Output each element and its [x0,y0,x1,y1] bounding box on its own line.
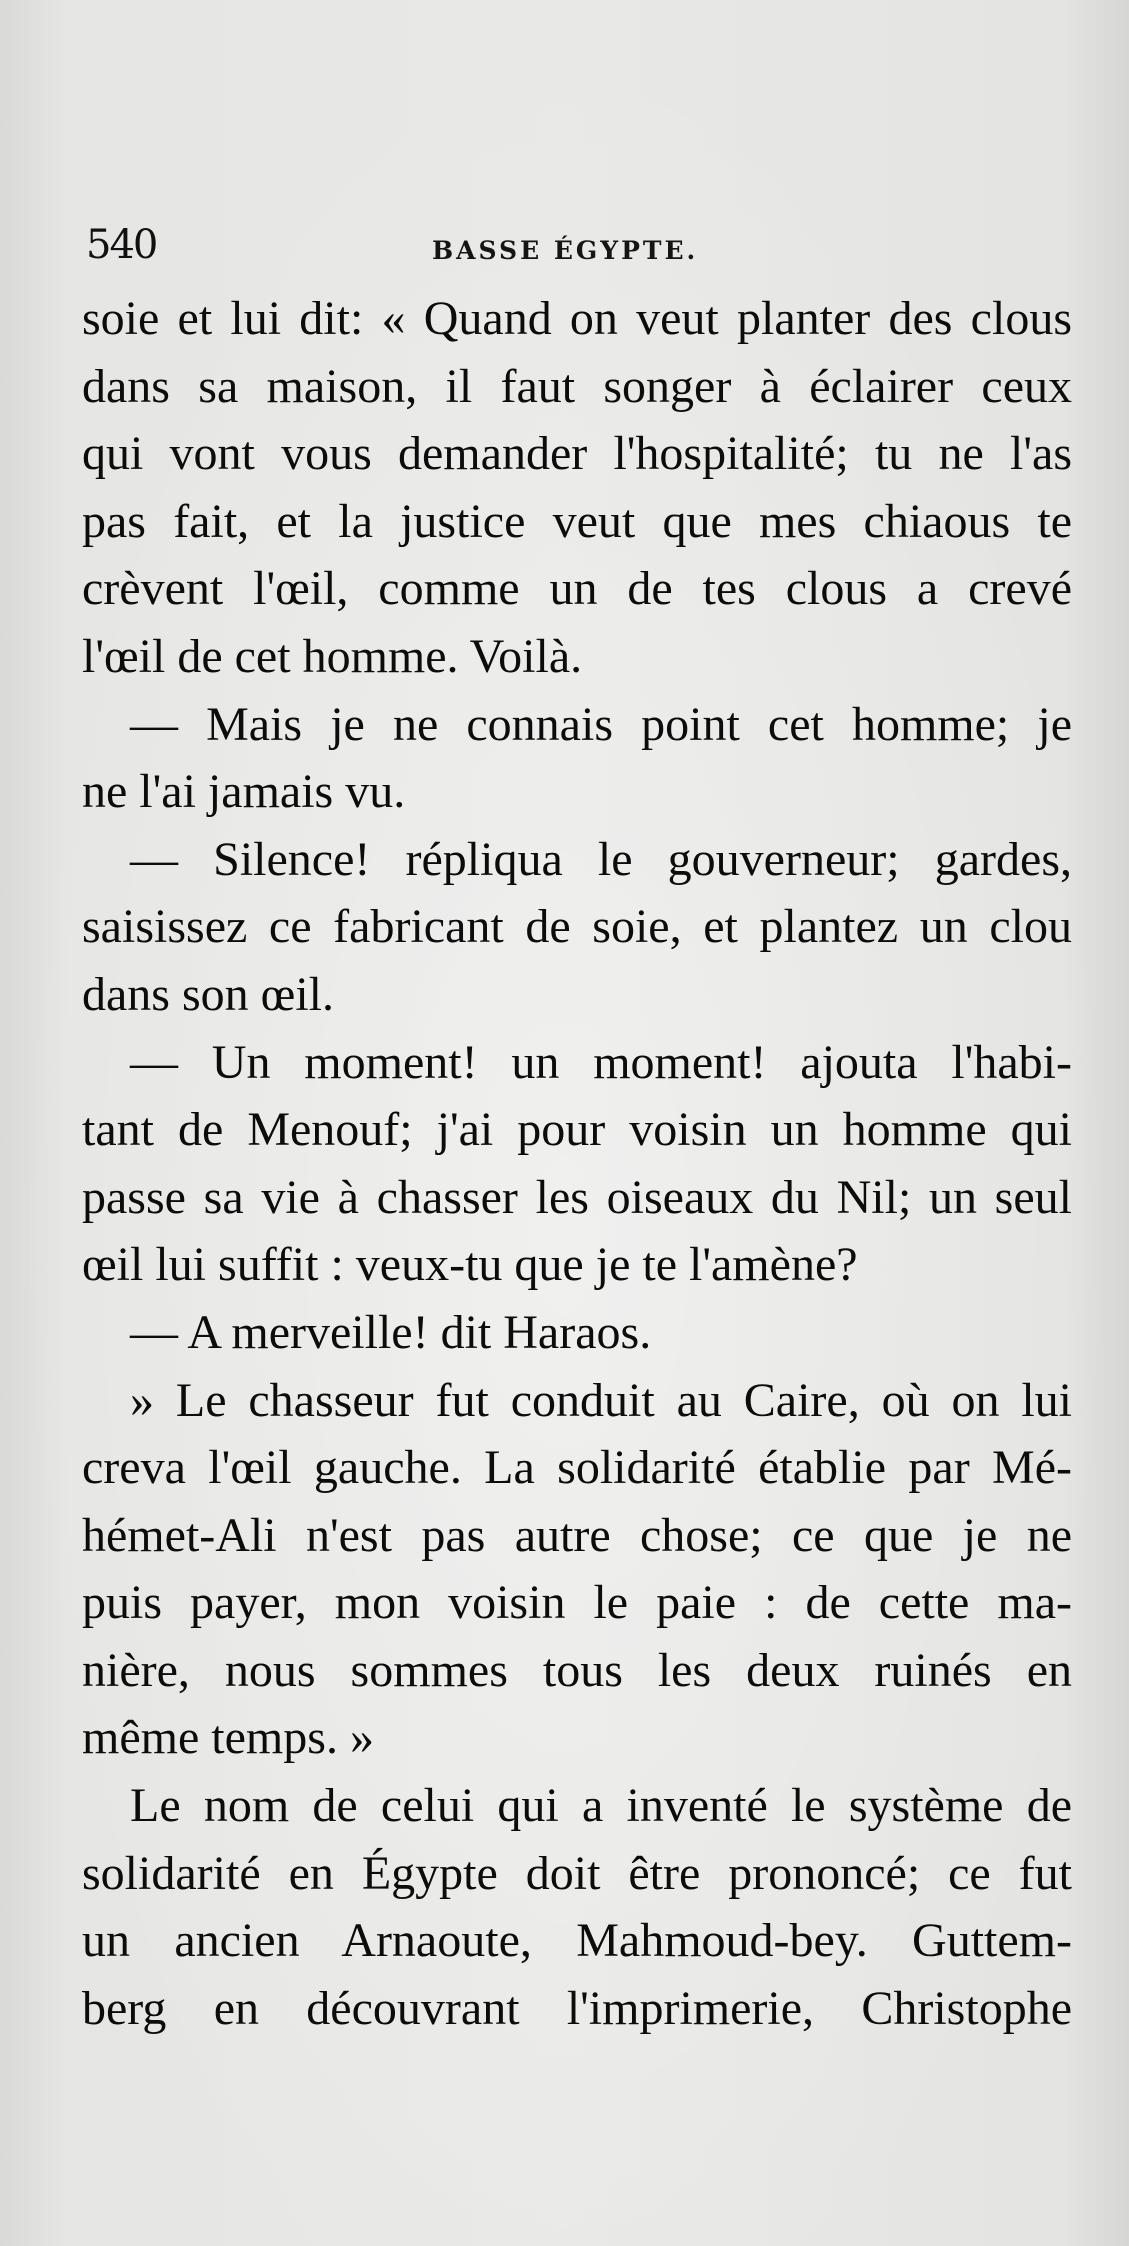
text-line-17: » Le chasseur fut conduit au Caire, où on lui [130,1373,1072,1427]
text-line-7: — Mais je ne connais point cet homme; je [130,697,1072,751]
text-line-24: solidarité en Égypte doit être prononcé; ce fut [82,1846,1072,1900]
text-line-20: puis payer, mon voisin le paie : de cette ma- [82,1576,1072,1630]
running-title: BASSE ÉGYPTE. [432,236,699,265]
text-line-5: crèvent l'œil, comme un de tes clous a crevé [82,562,1072,616]
text-line-15: œil lui suffit : veux-tu que je te l'amène? [82,1238,858,1292]
text-line-11: dans son œil. [82,967,334,1021]
text-line-3: qui vont vous demander l'hospitalité; tu ne l'as [82,427,1072,481]
text-line-18: creva l'œil gauche. La solidarité établie par Mé- [82,1441,1072,1495]
text-line-12: — Un moment! un moment! ajouta l'habi- [130,1035,1072,1089]
text-line-21: nière, nous sommes tous les deux ruinés en [82,1643,1072,1697]
text-line-14: passe sa vie à chasser les oiseaux du Nil; un seul [82,1170,1072,1224]
text-line-23: Le nom de celui qui a inventé le système de [130,1779,1072,1833]
text-line-10: saisissez ce fabricant de soie, et plantez un clou [82,900,1072,954]
running-head [86,222,1086,274]
text-line-8: ne l'ai jamais vu. [82,765,406,819]
text-line-26: berg en découvrant l'imprimerie, Christophe [82,1981,1072,2035]
text-line-2: dans sa maison, il faut songer à éclairer ceux [82,359,1072,413]
text-line-16: — A merveille! dit Haraos. [130,1305,652,1359]
text-line-6: l'œil de cet homme. Voilà. [82,629,583,683]
text-line-9: — Silence! répliqua le gouverneur; gardes, [130,832,1072,886]
text-line-1: soie et lui dit: « Quand on veut planter des clous [82,292,1072,345]
page-number: 540 [86,222,157,268]
body-text [82,285,1072,2042]
text-line-25: un ancien Arnaoute, Mahmoud-bey. Guttem- [82,1914,1072,1968]
text-line-4: pas fait, et la justice veut que mes chiaous te [82,494,1072,548]
text-line-19: hémet-Ali n'est pas autre chose; ce que je ne [82,1508,1072,1562]
text-line-13: tant de Menouf; j'ai pour voisin un homme qui [82,1103,1072,1157]
text-line-22: même temps. » [82,1711,374,1765]
